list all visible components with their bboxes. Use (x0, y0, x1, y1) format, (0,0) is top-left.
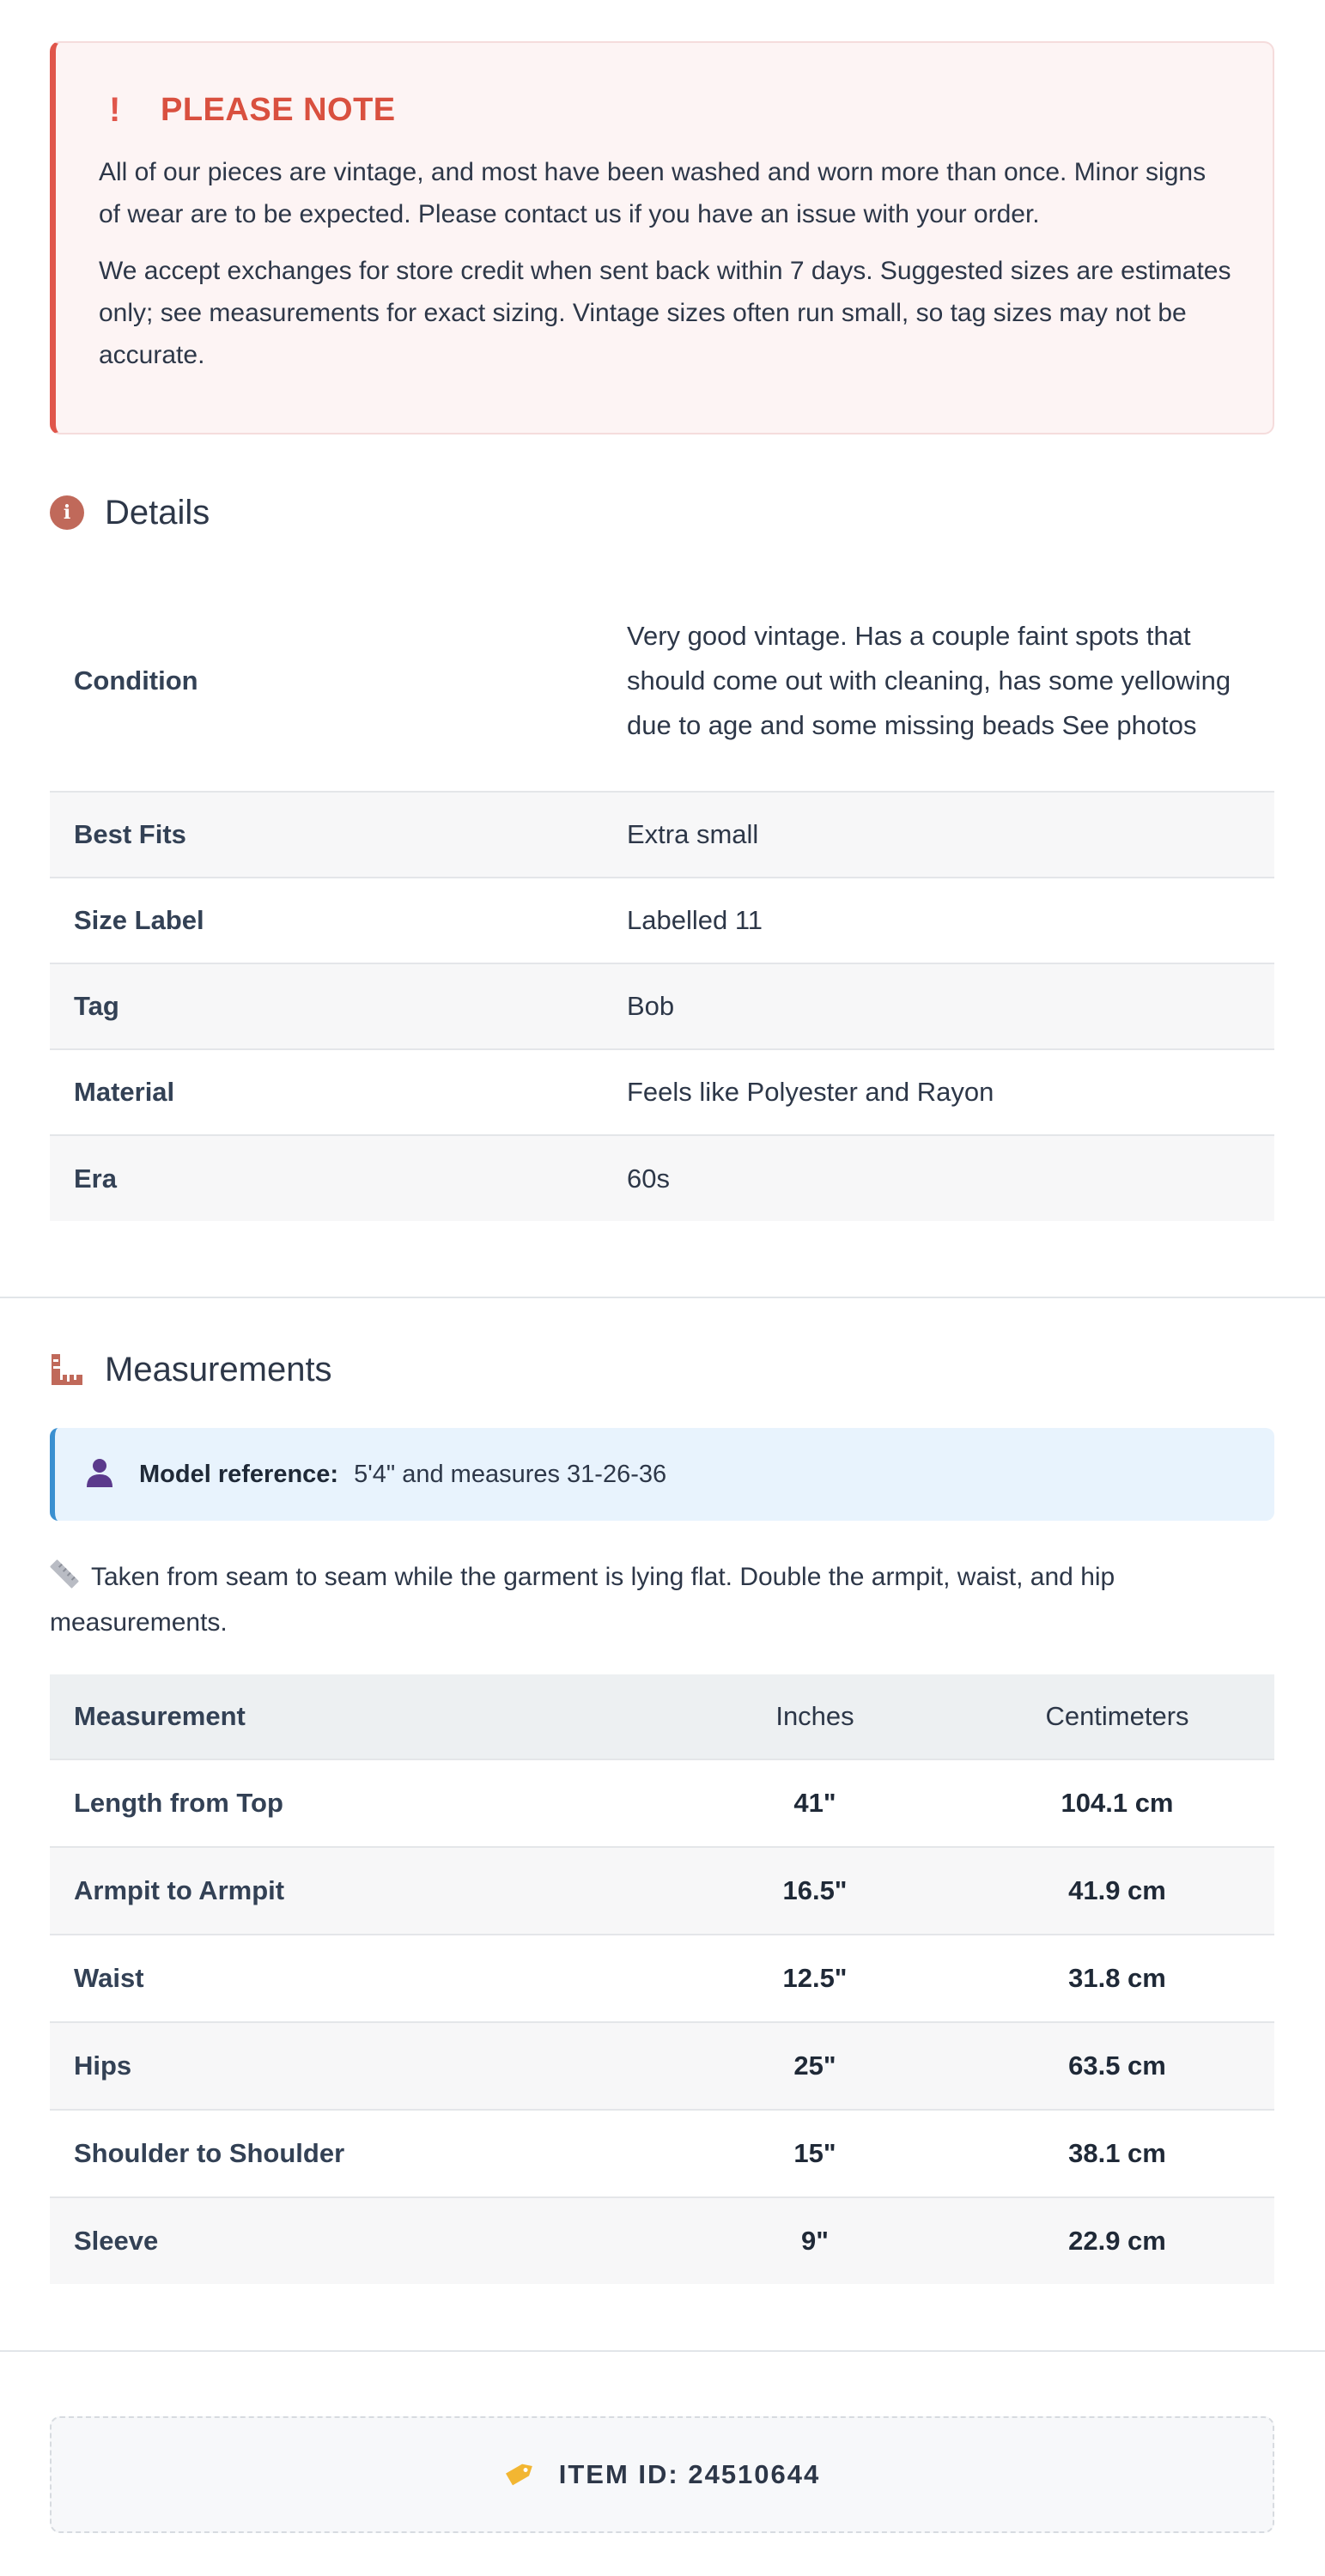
measurement-cm: 22.9 cm (960, 2197, 1274, 2284)
measurement-cm: 63.5 cm (960, 2022, 1274, 2110)
measurement-cm: 41.9 cm (960, 1847, 1274, 1935)
detail-value: Extra small (626, 792, 1274, 878)
table-row (50, 571, 1274, 792)
table-row (50, 2022, 1274, 2110)
please-note-paragraph-1: All of our pieces are vintage, and most have been washed and worn more than once. Minor signs of wear are to be expected. Please contact us if you have an issue with your order. (99, 158, 1206, 228)
person-icon (86, 1458, 113, 1492)
please-note-title: PLEASE NOTE (161, 91, 396, 128)
details-title: Details (105, 493, 210, 532)
model-reference-value: 5'4" and measures 31-26-36 (354, 1460, 667, 1488)
detail-label: Condition (50, 571, 626, 792)
measurements-heading (50, 1344, 332, 1395)
table-row (50, 1847, 1274, 1935)
table-header-row (50, 1674, 1274, 1759)
measurements-table (50, 1674, 1274, 2284)
measurement-name: Sleeve (50, 2197, 670, 2284)
table-row (50, 878, 1274, 963)
item-id-text: ITEM ID: 24510644 (558, 2459, 821, 2489)
column-header: Inches (670, 1674, 960, 1759)
please-note-paragraph-2: We accept exchanges for store credit when sent back within 7 days. Suggested sizes are estimates only; see measurements for exact sizing. Vintage sizes often run small, so tag sizes may not be accurate. (99, 257, 1231, 369)
measurement-instructions-text: Taken from seam to seam while the garment is lying flat. Double the armpit, waist, and hip measurements. (50, 1563, 1115, 1637)
measurement-inches: 16.5" (670, 1847, 960, 1935)
detail-label: Size Label (50, 878, 626, 963)
measurement-cm: 38.1 cm (960, 2110, 1274, 2197)
detail-label: Best Fits (50, 792, 626, 878)
ruler-icon (50, 1352, 84, 1387)
table-row (50, 792, 1274, 878)
measurement-name: Hips (50, 2022, 670, 2110)
measurement-name: Shoulder to Shoulder (50, 2110, 670, 2197)
detail-value: 60s (626, 1135, 1274, 1221)
measurement-inches: 12.5" (670, 1935, 960, 2022)
measurement-cm: 104.1 cm (960, 1759, 1274, 1847)
measurement-name: Waist (50, 1935, 670, 2022)
please-note-header (99, 88, 1231, 132)
table-row (50, 1759, 1274, 1847)
measurements-title: Measurements (105, 1350, 332, 1388)
item-id-box (50, 2416, 1274, 2533)
please-note-box (50, 41, 1274, 434)
table-row (50, 963, 1274, 1049)
model-reference-label: Model reference: (139, 1460, 339, 1488)
measurement-name: Length from Top (50, 1759, 670, 1847)
straight-ruler-icon (50, 1559, 79, 1601)
details-table (50, 571, 1274, 1221)
detail-value: Very good vintage. Has a couple faint spots that should come out with cleaning, has some yellowing due to age and some missing beads See photos (626, 571, 1274, 792)
table-row (50, 1935, 1274, 2022)
measurement-inches: 15" (670, 2110, 960, 2197)
detail-label: Tag (50, 963, 626, 1049)
section-divider (0, 1297, 1325, 1298)
detail-value: Feels like Polyester and Rayon (626, 1049, 1274, 1135)
column-header: Measurement (50, 1674, 670, 1759)
details-heading (50, 487, 210, 538)
table-row (50, 1135, 1274, 1221)
section-divider (0, 2350, 1325, 2352)
table-row (50, 2110, 1274, 2197)
info-circle-icon: i (50, 495, 84, 530)
detail-value: Bob (626, 963, 1274, 1049)
measurement-cm: 31.8 cm (960, 1935, 1274, 2022)
detail-value: Labelled 11 (626, 878, 1274, 963)
tag-icon (504, 2458, 537, 2492)
exclamation-icon: ! (109, 90, 121, 129)
table-row (50, 1049, 1274, 1135)
measurement-inches: 9" (670, 2197, 960, 2284)
measurement-inches: 41" (670, 1759, 960, 1847)
detail-label: Material (50, 1049, 626, 1135)
measurement-name: Armpit to Armpit (50, 1847, 670, 1935)
measurement-inches: 25" (670, 2022, 960, 2110)
detail-label: Era (50, 1135, 626, 1221)
column-header: Centimeters (960, 1674, 1274, 1759)
measurement-instructions (50, 1556, 1252, 1643)
table-row (50, 2197, 1274, 2284)
model-reference-box (50, 1428, 1274, 1521)
